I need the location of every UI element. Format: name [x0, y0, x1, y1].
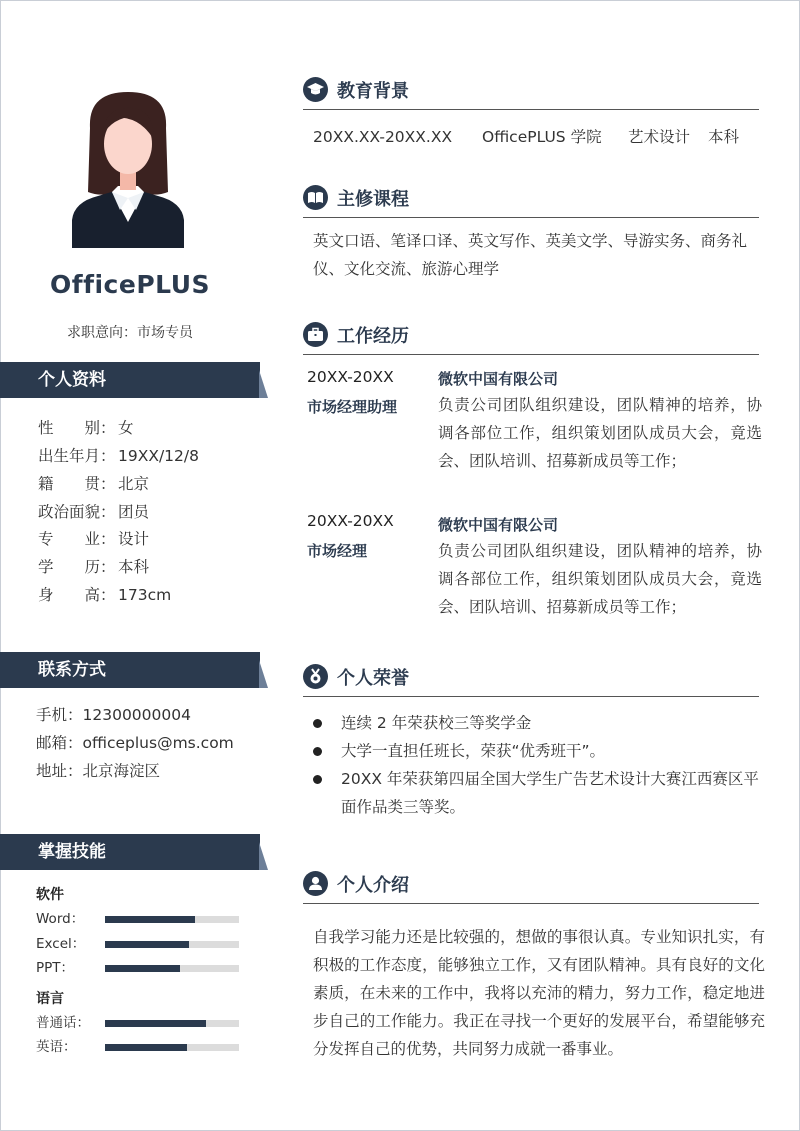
skill-row: 普通话：	[36, 1011, 246, 1031]
info-birth: 出生年月： 19XX/12/8	[38, 447, 199, 465]
skills-header	[0, 834, 268, 870]
user-icon	[303, 871, 328, 896]
skill-row: Excel：	[36, 932, 246, 952]
info-major: 专 业： 设计	[38, 530, 150, 548]
skill-bar	[105, 916, 239, 923]
medal-icon	[303, 664, 328, 689]
skill-group-software: 软件	[36, 887, 64, 903]
courses-text: 英文口语、笔译口译、英文写作、英美文学、导游实务、商务礼仪、文化交流、旅游心理学	[313, 232, 748, 278]
info-degree: 学 历： 本科	[38, 558, 150, 576]
skill-bar	[105, 941, 239, 948]
job-period: 20XX-20XX	[307, 368, 394, 386]
about-header	[303, 868, 759, 904]
skill-row: Word：	[36, 907, 246, 927]
honor-item: 大学一直担任班长，荣获“优秀班干”。	[313, 737, 763, 765]
skill-bar	[105, 965, 239, 972]
briefcase-icon	[303, 322, 328, 347]
job-period: 20XX-20XX	[307, 512, 394, 530]
contact-address: 地址：北京海淀区	[36, 762, 161, 780]
job-company: 微软中国有限公司	[438, 516, 559, 534]
job-company: 微软中国有限公司	[438, 370, 559, 388]
skill-bar	[105, 1020, 239, 1027]
contact-title: 联系方式	[38, 660, 106, 680]
job-intent: 求职意向：市场专员	[67, 325, 193, 341]
courses-header	[303, 182, 759, 218]
education-entry	[313, 125, 739, 147]
education-major: 艺术设计	[628, 128, 691, 146]
work-title: 工作经历	[337, 326, 409, 347]
job-position: 市场经理助理	[307, 398, 398, 416]
avatar-icon	[62, 88, 194, 248]
job-description: 负责公司团队组织建设，团队精神的培养，协调各部位工作，组织策划团队成员大会，竟选会、团队培训、招募新成员等工作；	[438, 396, 762, 470]
skill-row: 英语：	[36, 1035, 246, 1055]
candidate-name: OfficePLUS	[49, 270, 211, 299]
honors-title: 个人荣誉	[337, 668, 409, 689]
education-school: OfficePLUS 学院	[482, 128, 602, 146]
honor-item: 连续 2 年荣获校三等奖学金	[313, 709, 763, 737]
info-gender: 性 别： 女	[38, 419, 134, 437]
about-title: 个人介绍	[337, 875, 409, 896]
info-political: 政治面貌： 团员	[38, 503, 150, 521]
info-hometown: 籍 贯： 北京	[38, 475, 150, 493]
personal-info-header	[0, 362, 268, 398]
contact-header	[0, 652, 268, 688]
education-degree: 本科	[708, 128, 740, 146]
about-text: 自我学习能力还是比较强的，想做的事很认真。专业知识扎实，有积极的工作态度，能够独立工作，又有团队精神。具有良好的文化素质，在未来的工作中，我将以充沛的精力，努力工作，稳定地进步自己的工作能力。我正在寻找一个更好的发展平台，希望能够充分发挥自己的优势，共同努力成就一番事业。	[313, 928, 765, 1058]
skill-row: PPT：	[36, 956, 246, 976]
skill-group-language: 语言	[36, 991, 64, 1007]
graduation-cap-icon	[303, 77, 328, 102]
contact-phone: 手机：12300000004	[36, 706, 191, 724]
education-header	[303, 74, 759, 110]
education-title: 教育背景	[337, 81, 409, 102]
contact-email: 邮箱：officeplus@ms.com	[36, 734, 234, 752]
honors-header	[303, 661, 759, 697]
work-header	[303, 319, 759, 355]
education-period: 20XX.XX-20XX.XX	[313, 128, 453, 146]
honor-item: 20XX 年荣获第四届全国大学生广告艺术设计大赛江西赛区平 面作品类三等奖。	[313, 765, 763, 821]
info-height: 身 高： 173cm	[38, 586, 172, 604]
personal-info-title: 个人资料	[38, 370, 106, 390]
courses-title: 主修课程	[337, 189, 409, 210]
book-icon	[303, 185, 328, 210]
skill-bar	[105, 1044, 239, 1051]
skills-title: 掌握技能	[38, 842, 106, 862]
left-column	[0, 0, 270, 1131]
job-description: 负责公司团队组织建设，团队精神的培养，协调各部位工作，组织策划团队成员大会，竟选会、团队培训、招募新成员等工作；	[438, 542, 762, 616]
job-position: 市场经理	[307, 542, 368, 560]
